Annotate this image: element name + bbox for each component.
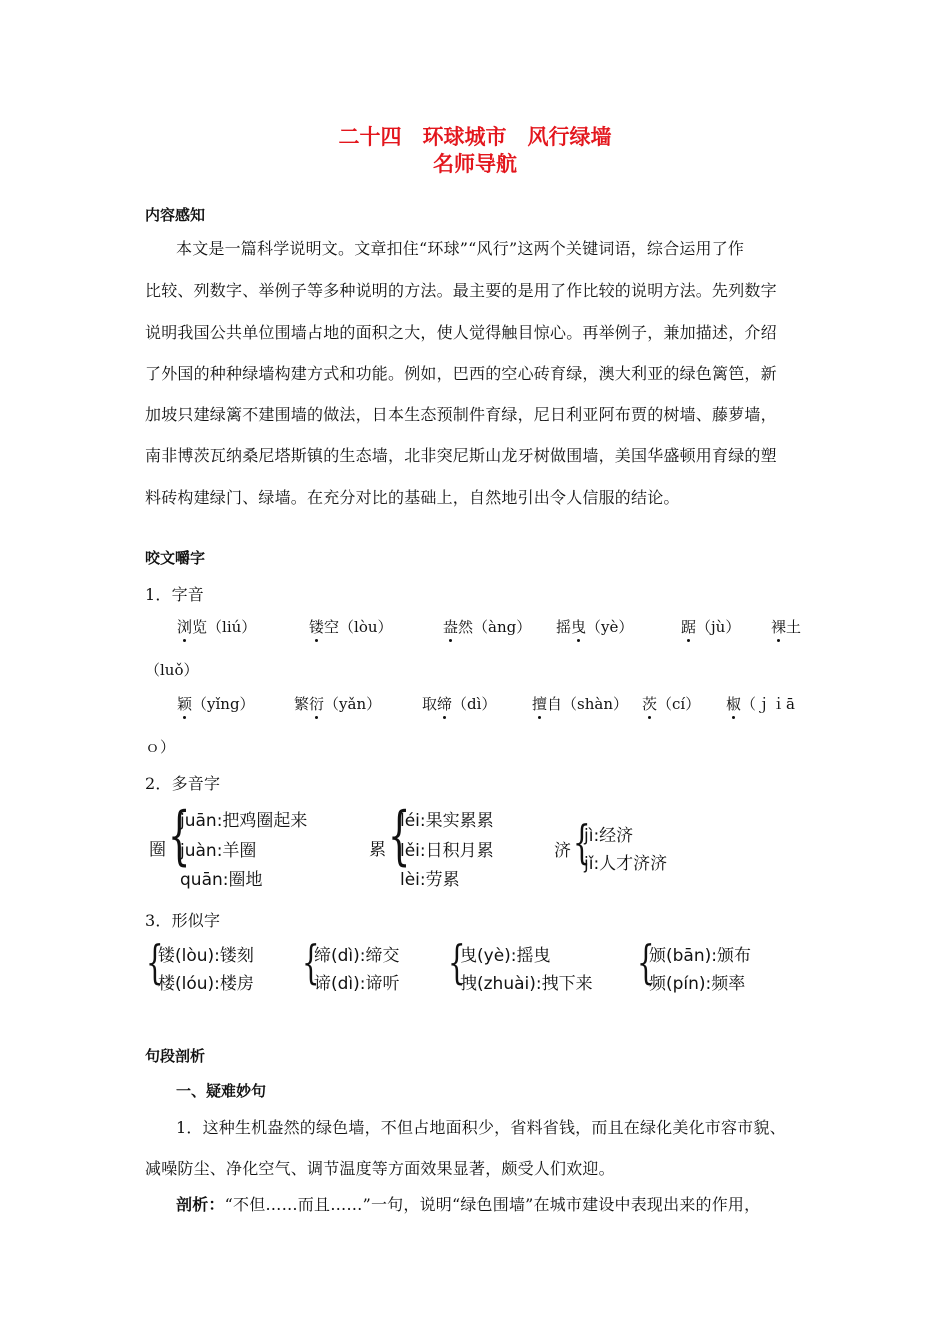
analysis-item-line-2: 减噪防尘、净化空气、调节温度等方面效果显著，颇受人们欢迎。 [145, 1159, 615, 1178]
polyphone-group [554, 815, 714, 876]
pronunciation-item: 盎然（àng） [443, 618, 532, 636]
content-line-4: 了外国的种种绿墙构建方式和功能。例如，巴西的空心砖育绿，澳大利亚的绿色篱笆，新 [145, 364, 777, 383]
content-line-2: 比较、列数字、举例子等多种说明的方法。最主要的是用了作比较的说明方法。先列数字 [145, 281, 777, 300]
pronunciation-item: 颖（yǐng） [177, 695, 255, 713]
polyphone-reading: quān:圈地 [180, 870, 263, 890]
content-line-3: 说明我国公共单位围墙占地的面积之大，使人觉得触目惊心。再举例子，兼加描述，介绍 [145, 323, 777, 342]
brace-icon: { [168, 799, 191, 873]
content-line-5: 加坡只建绿篱不建围墙的做法，日本生态预制件育绿，尼日利亚阿布贾的树墙、藤萝墙， [145, 405, 777, 424]
polyphone-reading: juàn:羊圈 [180, 841, 257, 861]
content-line-7: 料砖构建绿门、绿墙。在充分对比的基础上，自然地引出令人信服的结论。 [145, 488, 680, 507]
polyphone-reading: lèi:劳累 [400, 870, 460, 890]
pronunciation-wrap: （luǒ） [145, 661, 199, 679]
pronunciation-item: 椒（ｊｉā [726, 695, 795, 713]
similar-pair [448, 935, 628, 996]
polyphone-group [149, 799, 349, 890]
analysis-label: 剖析： [176, 1195, 225, 1214]
polyphone-reading: jǐ:人才济济 [584, 854, 668, 874]
section-heading-analysis: 句段剖析 [145, 1047, 206, 1065]
analysis-paragraph [176, 1192, 760, 1215]
similar-item: 缔(dì):缔交 [314, 946, 400, 966]
polyphone-group [369, 799, 529, 890]
pronunciation-item: 踞（jù） [681, 618, 741, 636]
pronunciation-wrap: ｏ） [145, 738, 176, 756]
similar-item: 拽(zhuài):拽下来 [460, 974, 593, 994]
pronunciation-item: 浏览（liú） [177, 618, 257, 636]
subheading-pronunciation: 1．字音 [145, 585, 204, 604]
pronunciation-item: 取缔（dì） [422, 695, 497, 713]
brace-icon: { [388, 799, 411, 873]
page-title: 二十四 环球城市 风行绿墙 [338, 125, 612, 149]
similar-item: 曳(yè):摇曳 [460, 946, 551, 966]
pronunciation-item: 擅自（shàn） [532, 695, 628, 713]
pronunciation-item: 茨（cí） [642, 695, 701, 713]
analysis-text: “不但……而且……”一句，说明“绿色围墙”在城市建设中表现出来的作用， [224, 1195, 761, 1214]
analysis-item-line-1: 1．这种生机盎然的绿色墙，不但占地面积少，省料省钱，而且在绿化美化市容市貌、 [176, 1118, 786, 1137]
brace-icon: { [573, 815, 591, 869]
brace-icon: { [146, 935, 164, 989]
pronunciation-item: 繁衍（yǎn） [294, 695, 382, 713]
section-heading-content: 内容感知 [145, 206, 206, 224]
similar-pair [302, 935, 452, 996]
similar-item: 谛(dì):谛听 [314, 974, 400, 994]
polyphone-char: 累 [369, 840, 386, 860]
pronunciation-item: 裸土 [771, 618, 802, 636]
similar-pair [637, 935, 807, 996]
similar-item: 频(pín):频率 [649, 974, 746, 994]
similar-pair [146, 935, 296, 996]
content-line-6: 南非博茨瓦纳桑尼塔斯镇的生态墙，北非突尼斯山龙牙树做围墙，美国华盛顿用育绿的塑 [145, 446, 777, 465]
brace-icon: { [302, 935, 320, 989]
similar-item: 颁(bān):颁布 [649, 946, 751, 966]
subheading-difficult-sentences: 一、疑难妙句 [176, 1082, 267, 1100]
subheading-polyphones: 2．多音字 [145, 774, 221, 793]
polyphone-char: 圈 [149, 840, 166, 860]
polyphone-reading: léi:果实累累 [400, 811, 494, 831]
polyphone-char: 济 [554, 841, 571, 861]
brace-icon: { [448, 935, 466, 989]
section-heading-words: 咬文嚼字 [145, 549, 206, 567]
content-line-1: 本文是一篇科学说明文。文章扣住“环球”“风行”这两个关键词语，综合运用了作 [176, 239, 745, 258]
subheading-similar: 3．形似字 [145, 911, 221, 930]
polyphone-reading: juān:把鸡圈起来 [180, 811, 308, 831]
polyphone-reading: lěi:日积月累 [400, 841, 494, 861]
similar-item: 楼(lóu):楼房 [158, 974, 254, 994]
polyphone-reading: jì:经济 [584, 826, 634, 846]
pronunciation-item: 镂空（lòu） [309, 618, 393, 636]
pronunciation-item: 摇曳（yè） [556, 618, 634, 636]
brace-icon: { [637, 935, 655, 989]
similar-item: 镂(lòu):镂刻 [158, 946, 254, 966]
page-subtitle: 名师导航 [433, 152, 517, 176]
